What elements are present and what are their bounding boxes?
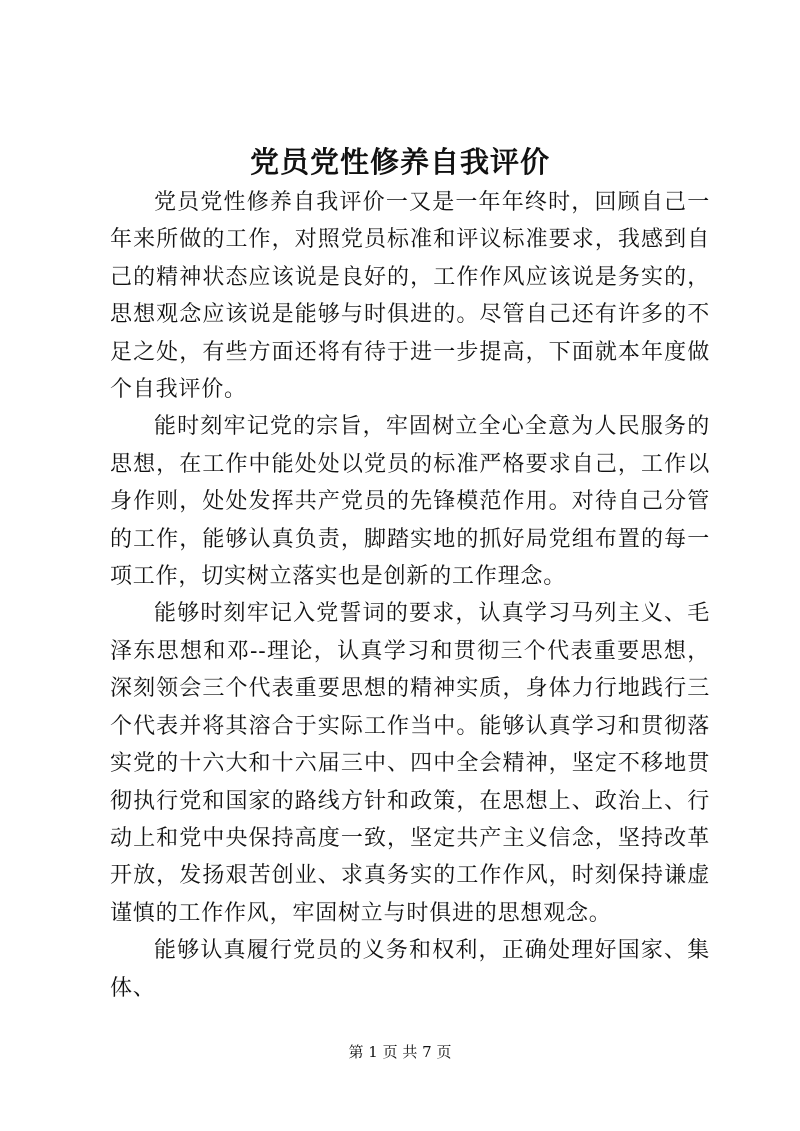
document-title: 党员党性修养自我评价 [249, 145, 550, 179]
paragraph-2: 能时刻牢记党的宗旨，牢固树立全心全意为人民服务的思想，在工作中能处处以党员的标准严格要求自己，工作以身作则，处处发挥共产党员的先锋模范作用。对待自己分管的工作，能够认真负责，脚踏实地的抓好局党组布置的每一项工作，切实树立落实也是创新的工作理念。 [110, 414, 710, 590]
page-footer: 第 1 页 共 7 页 [348, 1043, 452, 1061]
paragraph-3: 能够时刻牢记入党誓词的要求，认真学习马列主义、毛泽东思想和邓--理论，认真学习和贯彻三个代表重要思想，深刻领会三个代表重要思想的精神实质，身体力行地践行三个代表并将其溶合于实际工作当中。能够认真学习和贯彻落实党的十六大和十六届三中、四中全会精神，坚定不移地贯彻执行党和国家的路线方针和政策，在思想上、政治上、行动上和党中央保持高度一致，坚定共产主义信念，坚持改革开放，发扬艰苦创业、求真务实的工作作风，时刻保持谦虚谨慎的工作作风，牢固树立与时俱进的思想观念。 [110, 601, 710, 926]
paragraph-4: 能够认真履行党员的义务和权利，正确处理好国家、集体、 [110, 938, 710, 1001]
document-body [110, 184, 710, 1007]
paragraph-1: 党员党性修养自我评价一又是一年年终时，回顾自己一年来所做的工作，对照党员标准和评议标准要求，我感到自己的精神状态应该说是良好的，工作作风应该说是务实的，思想观念应该说是能够与时俱进的。尽管自己还有许多的不足之处，有些方面还将有待于进一步提高，下面就本年度做个自我评价。 [110, 190, 710, 403]
